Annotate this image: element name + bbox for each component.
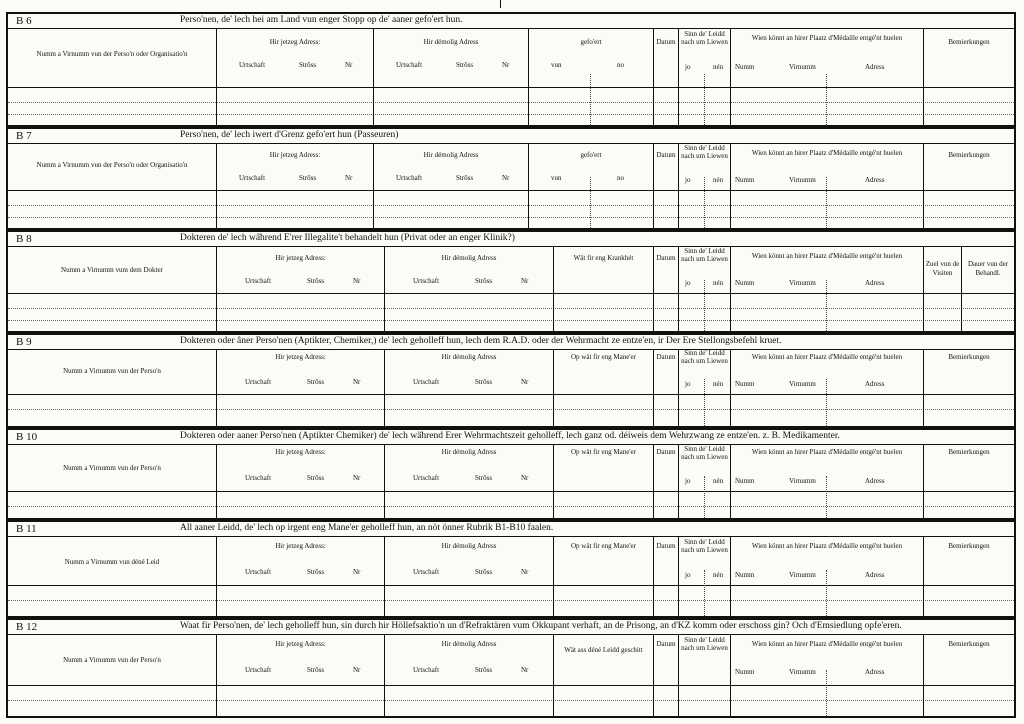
col-suffered: Sinn de' Leidd nach um Liewen jo nén <box>678 143 730 191</box>
col-what-suffered: Wät ass déné Leidd geschitt <box>553 634 653 686</box>
col-illness: Wät fir eng Krankhét <box>553 246 653 294</box>
col-name: Numm a Virnumm vun der Perso'n oder Organisatio'n <box>8 143 216 191</box>
col-name: Numm a Virnumm vun der Perso'n <box>8 634 216 686</box>
col-date: Datum <box>653 143 678 191</box>
section-title: Dokteren oder âner Perso'nen (Aptikter, Chemiker,) de' lech geholleff hun, lech dem R.A.D. oder der Wehrmacht ze entze'en, ir Der Ere Stellongsbefehl kruet. <box>180 336 782 346</box>
section-b10 <box>6 428 1016 520</box>
col-date: Datum <box>653 536 678 586</box>
col-remarks: Bemierkungen <box>923 28 1014 88</box>
col-remarks: Bemierkungen <box>923 349 1014 395</box>
col-current-address: Hir jetzeg Adress: Urtschaft Strôss Nr <box>216 444 384 492</box>
section-b8 <box>6 230 1016 333</box>
col-former-address: Hir démolig Adress Urtschaft Strôss Nr <box>384 634 553 686</box>
section-b7 <box>6 127 1016 230</box>
col-medal: Wien könnt an hirer Plaatz d'Médaille entgé'nt huelen Numm Virnumm Adress <box>730 349 923 395</box>
col-suffered: Sinn de' Leidd nach um Liewen <box>678 634 730 686</box>
col-date: Datum <box>653 246 678 294</box>
col-duration: Dauer vun der Behandl. <box>961 246 1014 294</box>
col-remarks: Bemierkungen <box>923 634 1014 686</box>
col-current-address: Hir jetzeg Adress: Urtschaft Strôss Nr <box>216 28 373 88</box>
col-suffered: Sinn de' Leidd nach um Liewen jo nén <box>678 349 730 395</box>
section-title: Perso'nen, de' lech hei am Land vun enger Stopp op de' aaner gefo'ert hun. <box>180 15 463 25</box>
top-tick-mark <box>500 0 501 8</box>
col-suffered: Sinn de' Leidd nach um Liewen jo nén <box>678 28 730 88</box>
section-code: B 8 <box>16 233 32 245</box>
section-b12 <box>6 618 1016 718</box>
col-current-address: Hir jetzeg Adress: Urtschaft Strôss Nr <box>216 634 384 686</box>
col-current-address: Hir jetzeg Adress: Urtschaft Strôss Nr <box>216 349 384 395</box>
col-date: Datum <box>653 349 678 395</box>
col-manner: Op wät fir eng Mane'er <box>553 536 653 586</box>
col-name: Numm a Virnumm vun der Perso'n <box>8 444 216 492</box>
col-name: Numm a Virnumm vum dem Dokter <box>8 246 216 294</box>
section-b11 <box>6 520 1016 618</box>
col-remarks: Bemierkungen <box>923 143 1014 191</box>
section-code: B 7 <box>16 130 32 142</box>
section-b6 <box>6 12 1016 127</box>
col-former-address: Hir démolig Adress Urtschaft Strôss Nr <box>373 28 528 88</box>
col-visits: Zuel vun de Visiten <box>923 246 961 294</box>
section-code: B 9 <box>16 336 32 348</box>
col-suffered: Sinn de' Leidd nach um Liewen jo nén <box>678 444 730 492</box>
col-former-address: Hir démolig Adress Urtschaft Strôss Nr <box>384 246 553 294</box>
col-remarks: Bemierkungen <box>923 536 1014 586</box>
col-date: Datum <box>653 634 678 686</box>
col-current-address: Hir jetzeg Adress: Urtschaft Strôss Nr <box>216 536 384 586</box>
col-former-address: Hir démolig Adress Urtschaft Strôss Nr <box>373 143 528 191</box>
section-title: Dokteren de' lech wä̈hrend E'rer Illegalite't behandelt hun (Privat oder an enger Klinik?) <box>180 233 515 243</box>
col-former-address: Hir démolig Adress Urtschaft Strôss Nr <box>384 536 553 586</box>
col-medal: Wien könnt an hirer Plaatz d'Médaille entgé'nt huelen Numm Virnumm Adress <box>730 536 923 586</box>
col-medal: Wien könnt an hirer Plaatz d'Médaille entgé'nt huelen Numm Virnumm Adress <box>730 634 923 686</box>
section-b9 <box>6 333 1016 428</box>
col-sent: gefo'ert vun no <box>528 28 653 88</box>
col-medal: Wien könnt an hirer Plaatz d'Médaille entgé'nt huelen Numm Virnumm Adress <box>730 28 923 88</box>
section-code: B 6 <box>16 15 32 27</box>
col-suffered: Sinn de' Leidd nach um Liewen jo nén <box>678 246 730 294</box>
col-name: Numm a Virnumm vun déné Leid <box>8 536 216 586</box>
section-title: Dokteren oder aaner Perso'nen (Aptikter Chemiker) de' lech wä̈hrend Erer Wehrmachtszeit geholleff, lech ganz od. déiweis dem Wehrzwang ze entze'en. z. B. Medikamenter. <box>180 431 840 441</box>
col-remarks: Bemierkungen <box>923 444 1014 492</box>
col-date: Datum <box>653 444 678 492</box>
col-medal: Wien könnt an hirer Plaatz d'Médaille entgé'nt huelen Numm Virnumm Adress <box>730 444 923 492</box>
col-medal: Wien könnt an hirer Plaatz d'Médaille entgé'nt huelen Numm Virnumm Adress <box>730 143 923 191</box>
col-current-address: Hir jetzeg Adress: Urtschaft Strôss Nr <box>216 143 373 191</box>
section-code: B 11 <box>16 523 37 535</box>
section-title: All aaner Leidd, de' lech op irgent eng Mane'er geholleff hun, an nöt önner Rubrik B1-B10 faalen. <box>180 523 554 533</box>
col-date: Datum <box>653 28 678 88</box>
section-title: Waat fir Perso'nen, de' lech geholleff hun, sin durch hir Höllefsaktio'n un d'Refraktären vum Okkupant verhaft, an de Prisong, an d'KZ komm oder erschoss gin? Och d'Emsiedlung opfe'eren. <box>180 621 902 631</box>
col-name: Numm a Virnumm vun der Perso'n <box>8 349 216 395</box>
section-code: B 10 <box>16 431 38 443</box>
col-manner: Op wät fir eng Mane'er <box>553 444 653 492</box>
col-sent: gefo'ert vun no <box>528 143 653 191</box>
col-former-address: Hir démolig Adress Urtschaft Strôss Nr <box>384 444 553 492</box>
section-title: Perso'nen, de' lech iwert d'Grenz gefo'ert hun (Passeuren) <box>180 130 399 140</box>
col-medal: Wien könnt an hirer Plaatz d'Médaille entgé'nt huelen Numm Virnumm Adress <box>730 246 923 294</box>
col-former-address: Hir démolig Adress Urtschaft Strôss Nr <box>384 349 553 395</box>
col-current-address: Hir jetzeg Adress: Urtschaft Strôss Nr <box>216 246 384 294</box>
col-name: Numm a Virnumm vun der Perso'n oder Organisatio'n <box>8 28 216 88</box>
col-manner: Op wät fir eng Mane'er <box>553 349 653 395</box>
section-code: B 12 <box>16 621 38 633</box>
col-suffered: Sinn de' Leidd nach um Liewen jo nén <box>678 536 730 586</box>
